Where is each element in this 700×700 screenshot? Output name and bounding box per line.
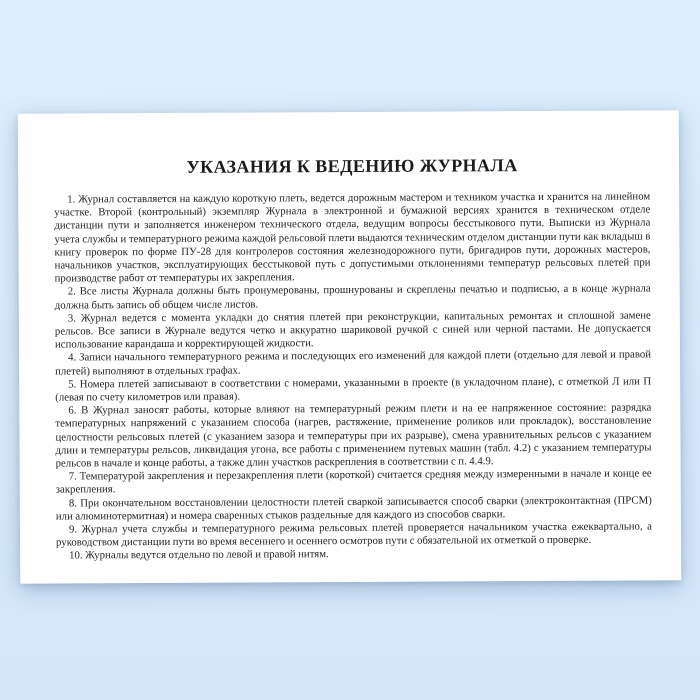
document-title: УКАЗАНИЯ К ВЕДЕНИЮ ЖУРНАЛА <box>186 155 518 177</box>
instruction-paragraph-3: 3. Журнал ведется с момента укладки до снятия плетей при реконструкции, капитальных ремонтах и сплошной замене рельсов. Все записи в Журнале ведутся четко и аккуратно шариковой ручкой с синей или черной пастами. Не допускается использование карандаша и корректирующей жидкости. <box>54 309 651 351</box>
instruction-paragraph-8: 8. При окончательном восстановлении целостности плетей сваркой записывается способ сварки (электроконтактная (ПРСМ) или алюминотермитная) и номера сваренных стыков раздельные для каждого из способов сварки. <box>55 494 652 523</box>
instruction-paragraph-5: 5. Номера плетей записывают в соответствии с номерами, указанными в проекте (в укладочном плане), с отметкой Л или П (левая по счету километров или правая). <box>55 375 652 404</box>
instruction-paragraph-7: 7. Температурой закрепления и перезакрепления плети (короткой) считается средняя между измеренными в начале и конце ее закрепления. <box>55 467 652 497</box>
document-page <box>18 110 681 583</box>
instruction-paragraph-9: 9. Журнал учета службы и температурного режима рельсовых плетей проверяется начальником участка ежеквартально, а руководством дистанции пути во время весеннего и осеннего осмотров пути с обязательной их отметкой о проверке. <box>55 520 652 549</box>
instruction-paragraph-6: 6. В Журнал заносят работы, которые влияют на температурный режим плети и на ее напряженное состояние: разрядка температурных напряжений с указанием способа (нагрев, растяжение, применение роликов или прокладок), восстановление целостности рельсовых плетей (с указанием зазора и температуры при их разрыве), смена уравнительных рельсов с указанием длин и температуры рельсов, ликвидация угона, все работы с применением путевых машин (табл. 4.2) с указанием температуры рельсов в начале и конце работы, а также длин участков раскрепления в соответствии с п. 4.4.9. <box>55 401 652 470</box>
instruction-paragraph-10: 10. Журналы ведутся отдельно по левой и правой нитям. <box>69 548 329 562</box>
instruction-paragraph-4: 4. Записи начального температурного режима и последующих его изменений для каждой плети (отдельно для левой и правой плетей) выполняют в отдельных графах. <box>55 348 652 378</box>
instruction-paragraph-1: 1. Журнал составляется на каждую короткую плеть, ведется дорожным мастером и техником участка и хранится на линейном участке. Второй (контрольный) экземпляр Журнала в электронной и бумажной версиях хранится в техническом отделе дистанции пути и заполняется инженером технического отдела, ведущим вопросы бесстыкового пути. Выписки из Журнала учета службы и температурного режима каждой рельсовой плети выдаются техническим отделом дистанции пути как вкладыш в книгу проверок по форме ПУ-28 для контролеров состояния железнодорожного пути, бригадиров пути, дорожных мастеров, начальников участков, эксплуатирующих бесстыковой путь с допустимыми отклонениями температур рельсовых плетей при производстве работ от температуры их закрепления. <box>54 190 651 285</box>
instruction-paragraph-2: 2. Все листы Журнала должны быть пронумерованы, прошнурованы и скреплены печатью и подписью, а в конце журнала должна быть запись об общем числе листов. <box>54 282 651 312</box>
document-body <box>54 190 652 563</box>
